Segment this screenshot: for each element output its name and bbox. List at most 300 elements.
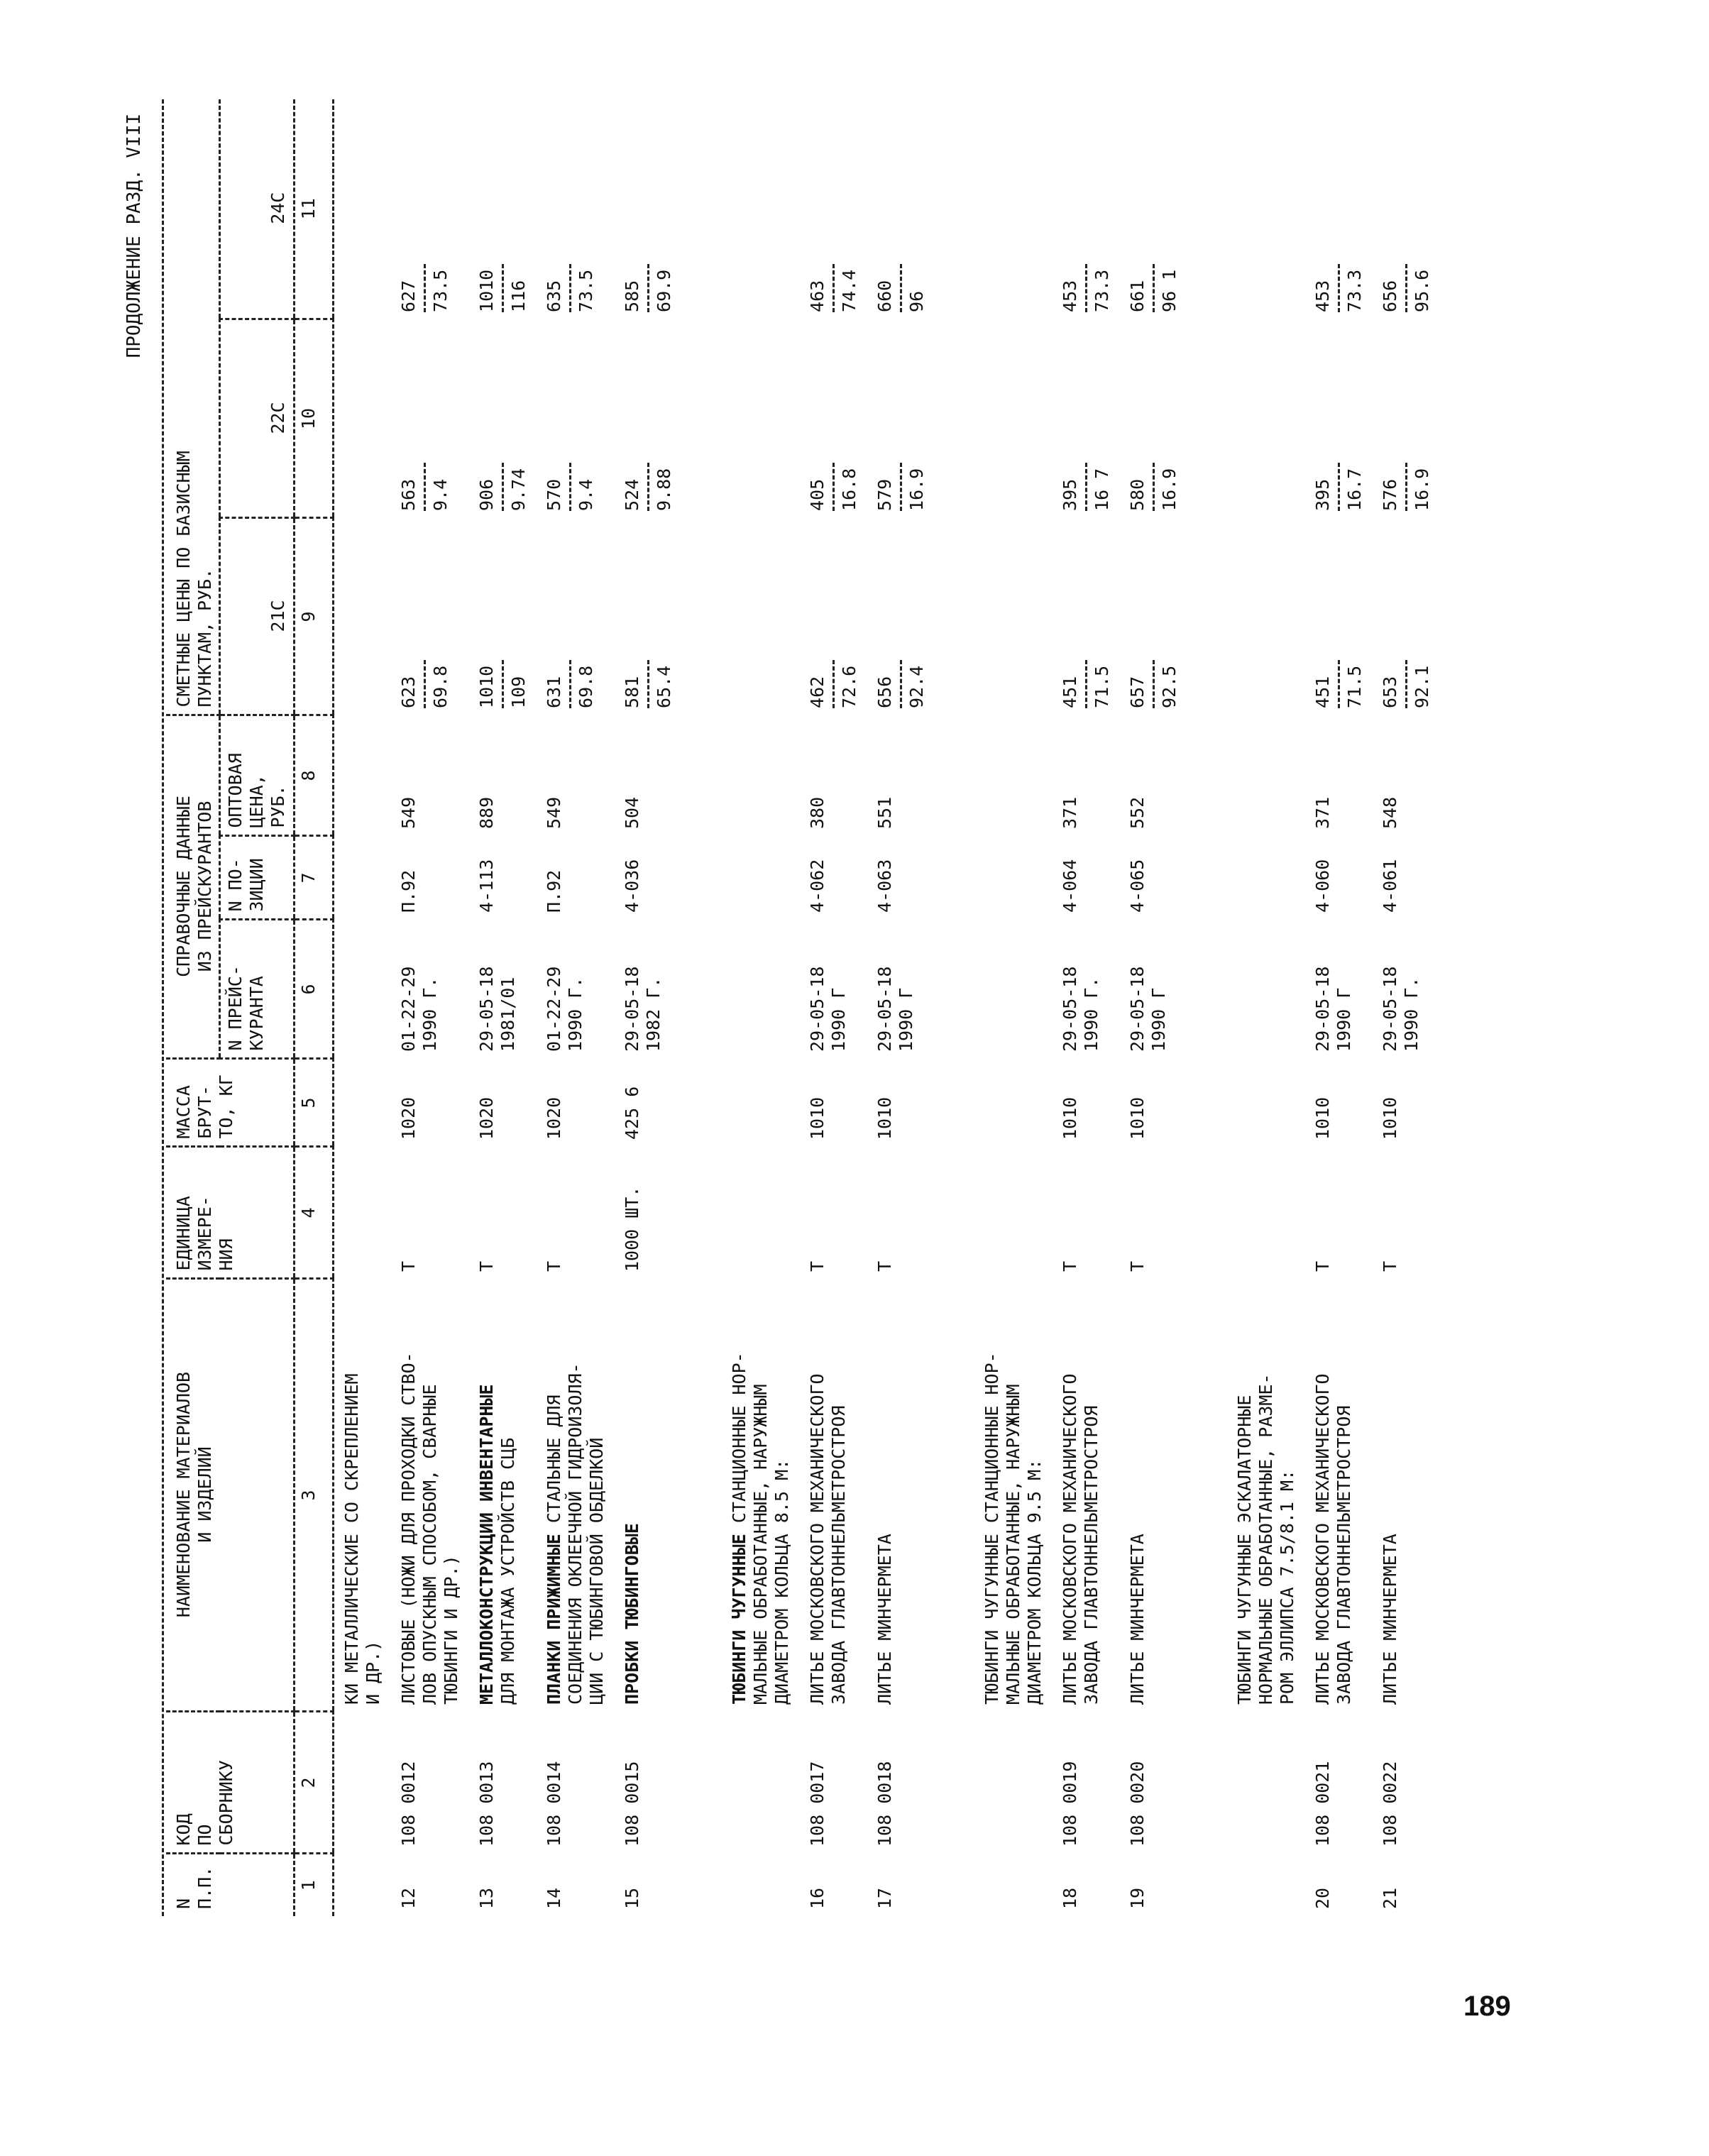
price-value: 453: [1312, 280, 1333, 312]
fraction-bar: [647, 660, 649, 708]
price-value: 524: [622, 478, 642, 511]
price-transport-cost: 73.5: [576, 269, 596, 312]
row-name: [1185, 1279, 1302, 1712]
price-transport-cost: 9.74: [508, 468, 529, 511]
row-name: [864, 1279, 932, 1712]
row-price-p22: [612, 319, 679, 518]
price-value: 451: [1312, 676, 1333, 708]
row-price-p24: [864, 99, 932, 319]
header-group-estimated-prices: СМЕТНЫЕ ЦЕНЫ ПО БАЗИСНЫМ ПУНКТАМ, РУБ.: [173, 451, 215, 708]
row-unit: Т: [874, 1260, 895, 1272]
row-name-text: ЛИТЬЕ МОСКОВСКОГО МЕХАНИЧЕСКОГО ЗАВОДА ГЛАВТОННЕЛЬМЕТРОСТРОЯ: [807, 1373, 849, 1705]
row-unit: 1000 ШТ.: [622, 1186, 642, 1272]
price-transport-cost: 116: [508, 280, 529, 312]
price-fraction: [807, 264, 860, 312]
row-code: [1185, 1712, 1302, 1854]
row-name-bold: ПЛАНКИ ПРИЖИМНЫЕ: [544, 1534, 564, 1705]
row-price-p22: [679, 319, 797, 518]
row-price-p21: [612, 518, 679, 715]
table-row: [388, 99, 466, 1916]
row-code: 108 0020: [1127, 1761, 1148, 1847]
row-mass: [932, 1059, 1050, 1147]
row-code: [932, 1712, 1050, 1854]
row-mass: 1010: [807, 1096, 828, 1140]
row-position: 4-060: [1312, 859, 1333, 913]
row-number: 20: [1312, 1887, 1333, 1909]
row-wholesale: 549: [398, 796, 419, 829]
row-number: 17: [874, 1887, 895, 1909]
row-price-list: [932, 920, 1050, 1059]
fraction-bar: [832, 660, 835, 708]
row-mass: 1020: [476, 1096, 497, 1140]
row-price-p22: [1050, 319, 1117, 518]
price-fraction: [1060, 463, 1113, 511]
column-number-cell: 4: [295, 1147, 334, 1279]
row-wholesale: [1185, 715, 1302, 836]
row-position: 4-063: [874, 859, 895, 913]
price-value: 657: [1127, 676, 1148, 708]
row-code: 108 0022: [1380, 1761, 1400, 1847]
row-unit: Т: [398, 1260, 419, 1272]
table-row: [612, 99, 679, 1916]
price-transport-cost: 72.6: [839, 665, 859, 708]
table-row: [334, 99, 389, 1916]
table-row: [1185, 99, 1302, 1916]
row-unit: Т: [1060, 1260, 1080, 1272]
row-price-p22: [334, 319, 389, 518]
header-col-21c: 21С: [220, 518, 295, 715]
price-transport-cost: 73.3: [1092, 269, 1112, 312]
price-value: 395: [1312, 478, 1333, 511]
row-mass: 1010: [874, 1096, 895, 1140]
header-col-22c: 22С: [220, 319, 295, 518]
row-unit: Т: [476, 1260, 497, 1272]
row-number: 13: [476, 1887, 497, 1909]
row-price-p24: [932, 99, 1050, 319]
row-price-p24: [797, 99, 864, 319]
row-price-p22: [388, 319, 466, 518]
price-fraction: [544, 463, 597, 511]
row-wholesale: [334, 715, 389, 836]
price-fraction: [476, 463, 529, 511]
header-col-unit: ЕДИНИЦА ИЗМЕРЕ- НИЯ: [166, 1147, 295, 1279]
row-price-p22: [864, 319, 932, 518]
row-unit: Т: [1312, 1260, 1333, 1272]
price-value: 623: [398, 676, 419, 708]
price-fraction: [1380, 463, 1433, 511]
price-transport-cost: 16 7: [1092, 468, 1112, 511]
row-price-p22: [1117, 319, 1185, 518]
row-number: 19: [1127, 1887, 1148, 1909]
row-unit: Т: [544, 1260, 564, 1272]
row-mass: [334, 1059, 389, 1147]
fraction-bar: [1153, 660, 1155, 708]
row-number: [932, 1854, 1050, 1916]
row-price-p21: [334, 518, 389, 715]
column-number-cell: 5: [295, 1059, 334, 1147]
table-row: [1050, 99, 1117, 1916]
row-price-p21: [1117, 518, 1185, 715]
fraction-bar: [900, 264, 902, 312]
price-fraction: [1312, 264, 1365, 312]
row-code: 108 0015: [622, 1761, 642, 1847]
row-name: [1370, 1279, 1437, 1712]
row-code: 108 0014: [544, 1761, 564, 1847]
table-row: [534, 99, 612, 1916]
row-price-p24: [1050, 99, 1117, 319]
price-value: 627: [398, 280, 419, 312]
fraction-bar: [424, 463, 426, 511]
price-transport-cost: 9.4: [576, 478, 596, 511]
row-price-p21: [864, 518, 932, 715]
row-wholesale: 552: [1127, 796, 1148, 829]
row-name-text: ТЮБИНГИ ЧУГУННЫЕ СТАНЦИОННЫЕ НОР- МАЛЬНЫЕ ОБРАБОТАННЫЕ, НАРУЖНЫМ ДИАМЕТРОМ КОЛЬЦА 9.5 М:: [982, 1352, 1045, 1705]
row-name-text: СТАЛЬНЫЕ ДЛЯ СОЕДИНЕНИЯ ОКЛЕЕЧНОЙ ГИДРОИЗОЛЯ- ЦИИ С ТЮБИНГОВОЙ ОБДЕЛКОЙ: [544, 1363, 607, 1705]
price-value: 579: [874, 478, 895, 511]
fraction-bar: [1085, 660, 1087, 708]
price-fraction: [1380, 264, 1433, 312]
price-value: 581: [622, 676, 642, 708]
table-row: [1117, 99, 1185, 1916]
row-price-p21: [534, 518, 612, 715]
price-value: 661: [1127, 280, 1148, 312]
column-number-cell: 10: [295, 319, 334, 518]
row-number: 12: [398, 1887, 419, 1909]
row-price-p24: [466, 99, 534, 319]
row-name: [932, 1279, 1050, 1712]
row-position: П.92: [544, 869, 564, 913]
price-value: 453: [1060, 280, 1080, 312]
fraction-bar: [1338, 660, 1340, 708]
price-value: 563: [398, 478, 419, 511]
row-position: [932, 836, 1050, 920]
column-number-cell: 7: [295, 836, 334, 920]
price-value: 635: [544, 280, 564, 312]
row-wholesale: 889: [476, 796, 497, 829]
row-price-p21: [1302, 518, 1370, 715]
row-price-list: 29-05-18 1981/01: [476, 966, 518, 1052]
row-name-text: КИ МЕТАЛЛИЧЕСКИЕ СО СКРЕПЛЕНИЕМ И ДР.): [341, 1373, 383, 1705]
price-fraction: [398, 660, 451, 708]
price-fraction: [1060, 264, 1113, 312]
column-number-cell: 8: [295, 715, 334, 836]
column-numbers-row: [295, 99, 334, 1916]
price-fraction: [1060, 660, 1113, 708]
row-position: 4-036: [622, 859, 642, 913]
row-price-list: [334, 920, 389, 1059]
price-fraction: [398, 264, 451, 312]
row-price-list: [679, 920, 797, 1059]
fraction-bar: [1405, 660, 1407, 708]
row-position: 4-062: [807, 859, 828, 913]
fraction-bar: [900, 660, 902, 708]
row-position: 4-113: [476, 859, 497, 913]
row-unit: Т: [807, 1260, 828, 1272]
row-mass: 1010: [1312, 1096, 1333, 1140]
row-price-list: [1185, 920, 1302, 1059]
row-position: 4-065: [1127, 859, 1148, 913]
header-col-mass: МАССА БРУТ- ТО, КГ: [166, 1059, 295, 1147]
row-code: 108 0012: [398, 1761, 419, 1847]
header-col-position: N ПО- ЗИЦИИ: [220, 836, 295, 920]
fraction-bar: [502, 463, 504, 511]
price-value: 660: [874, 280, 895, 312]
row-price-p24: [334, 99, 389, 319]
row-code: 108 0018: [874, 1761, 895, 1847]
price-value: 906: [476, 478, 497, 511]
row-unit: [1185, 1147, 1302, 1279]
row-unit: Т: [1127, 1260, 1148, 1272]
price-transport-cost: 65.4: [654, 665, 674, 708]
fraction-bar: [424, 264, 426, 312]
price-transport-cost: 96: [906, 290, 927, 312]
price-transport-cost: 109: [508, 676, 529, 708]
price-fraction: [1312, 463, 1365, 511]
row-price-list: 29-05-18 1990 Г.: [1380, 966, 1422, 1052]
price-fraction: [1127, 264, 1180, 312]
row-code: 108 0019: [1060, 1761, 1080, 1847]
column-number-cell: 9: [295, 518, 334, 715]
row-wholesale: 551: [874, 796, 895, 829]
row-name: [466, 1279, 534, 1712]
row-position: [1185, 836, 1302, 920]
row-price-p22: [534, 319, 612, 518]
row-name-text: ЛИСТОВЫЕ (НОЖИ ДЛЯ ПРОХОДКИ СТВО- ЛОВ ОПУСКНЫМ СПОСОБОМ, СВАРНЫЕ ТЮБИНГИ И ДР.): [398, 1352, 461, 1705]
fraction-bar: [1405, 264, 1407, 312]
row-price-p24: [1370, 99, 1437, 319]
running-header: ПРОДОЛЖЕНИЕ РАЗД. VIII: [123, 114, 145, 358]
price-value: 451: [1060, 676, 1080, 708]
row-price-list: 29-05-18 1990 Г: [1312, 966, 1354, 1052]
row-price-p24: [679, 99, 797, 319]
price-transport-cost: 95.6: [1412, 269, 1432, 312]
row-mass: 1020: [544, 1096, 564, 1140]
fraction-bar: [502, 264, 504, 312]
column-number-cell: 1: [295, 1854, 334, 1916]
price-fraction: [544, 660, 597, 708]
row-code: 108 0021: [1312, 1761, 1333, 1847]
row-unit: [932, 1147, 1050, 1279]
rotated-price-table-sheet: [119, 99, 1683, 1916]
row-name-text: ДЛЯ МОНТАЖА УСТРОЙСТВ СЦБ: [498, 1437, 518, 1705]
row-price-p24: [612, 99, 679, 319]
price-transport-cost: 74.4: [839, 269, 859, 312]
fraction-bar: [1338, 264, 1340, 312]
row-price-list: 29-05-18 1982 Г.: [622, 966, 664, 1052]
row-price-list: 29-05-18 1990 Г: [1127, 966, 1169, 1052]
row-price-p24: [1117, 99, 1185, 319]
row-name: [1050, 1279, 1117, 1712]
row-price-list: 29-05-18 1990 Г: [874, 966, 916, 1052]
table-row: [1302, 99, 1370, 1916]
header-col-code: КОД ПО СБОРНИКУ: [166, 1712, 295, 1854]
price-transport-cost: 16.9: [1159, 468, 1180, 511]
row-price-list: 29-05-18 1990 Г: [807, 966, 849, 1052]
price-value: 653: [1380, 676, 1400, 708]
table-row: [466, 99, 534, 1916]
running-header-row: [119, 99, 162, 1916]
price-transport-cost: 16.7: [1344, 468, 1365, 511]
row-mass: 1010: [1060, 1096, 1080, 1140]
price-fraction: [807, 660, 860, 708]
price-fraction: [1380, 660, 1433, 708]
row-number: 18: [1060, 1887, 1080, 1909]
table-body: [334, 99, 1438, 1916]
price-value: 656: [1380, 280, 1400, 312]
row-wholesale: 549: [544, 796, 564, 829]
fraction-bar: [832, 264, 835, 312]
row-wholesale: 371: [1312, 796, 1333, 829]
price-value: 395: [1060, 478, 1080, 511]
price-transport-cost: 71.5: [1092, 665, 1112, 708]
price-fraction: [544, 264, 597, 312]
row-unit: [679, 1147, 797, 1279]
row-position: [679, 836, 797, 920]
price-transport-cost: 69.8: [576, 665, 596, 708]
price-fraction: [1127, 660, 1180, 708]
price-fraction: [874, 264, 928, 312]
price-transport-cost: 69.8: [430, 665, 451, 708]
price-transport-cost: 73.3: [1344, 269, 1365, 312]
row-name-text: ЛИТЬЕ МИНЧЕРМЕТА: [1380, 1534, 1400, 1705]
fraction-bar: [1153, 463, 1155, 511]
header-col-number: N П.П.: [166, 1854, 295, 1916]
column-number-cell: 3: [295, 1279, 334, 1712]
row-position: 4-061: [1380, 859, 1400, 913]
row-mass: 1010: [1380, 1096, 1400, 1140]
price-value: 585: [622, 280, 642, 312]
price-transport-cost: 69.9: [654, 269, 674, 312]
row-price-p22: [1370, 319, 1437, 518]
row-name-bold: ПРОБКИ ТЮБИНГОВЫЕ: [622, 1523, 642, 1705]
row-name-text: ЛИТЬЕ МОСКОВСКОГО МЕХАНИЧЕСКОГО ЗАВОДА ГЛАВТОННЕЛЬМЕТРОСТРОЯ: [1060, 1373, 1101, 1705]
header-col-24c: 24С: [220, 99, 295, 319]
row-wholesale: 548: [1380, 796, 1400, 829]
price-value: 580: [1127, 478, 1148, 511]
row-name: [1117, 1279, 1185, 1712]
column-number-cell: 2: [295, 1712, 334, 1854]
price-fraction: [622, 463, 675, 511]
price-fraction: [874, 660, 928, 708]
price-fraction: [622, 264, 675, 312]
page-number: 189: [1463, 1991, 1511, 2022]
row-name-text: ТЮБИНГИ ЧУГУННЫЕ ЭСКАЛАТОРНЫЕ НОРМАЛЬНЫЕ ОБРАБОТАННЫЕ, РАЗМЕ- РОМ ЭЛЛИПСА 7.5/8.1 М:: [1234, 1373, 1297, 1705]
fraction-bar: [502, 660, 504, 708]
row-price-p21: [932, 518, 1050, 715]
row-price-p21: [1050, 518, 1117, 715]
row-name: [679, 1279, 797, 1712]
price-transport-cost: 9.4: [430, 478, 451, 511]
row-name-bold: ТЮБИНГИ ЧУГУННЫЕ: [729, 1534, 749, 1705]
row-name-text: ЛИТЬЕ МИНЧЕРМЕТА: [874, 1534, 895, 1705]
fraction-bar: [1085, 264, 1087, 312]
row-price-p21: [1370, 518, 1437, 715]
header-col-wholesale: ОПТОВАЯ ЦЕНА, РУБ.: [220, 715, 295, 836]
row-number: [1185, 1854, 1302, 1916]
price-value: 656: [874, 676, 895, 708]
row-position: 4-064: [1060, 859, 1080, 913]
row-price-list: 01-22-29 1990 Г.: [544, 966, 586, 1052]
fraction-bar: [832, 463, 835, 511]
price-value: 405: [807, 478, 828, 511]
fraction-bar: [569, 463, 571, 511]
row-price-p24: [1185, 99, 1302, 319]
column-number-cell: 11: [295, 99, 334, 319]
row-price-p21: [466, 518, 534, 715]
price-transport-cost: 16.9: [906, 468, 927, 511]
row-price-p22: [1185, 319, 1302, 518]
row-number: 15: [622, 1887, 642, 1909]
row-price-p21: [797, 518, 864, 715]
row-name: [388, 1279, 466, 1712]
row-mass: 1010: [1127, 1096, 1148, 1140]
price-transport-cost: 16.8: [839, 468, 859, 511]
price-fraction: [1312, 660, 1365, 708]
price-transport-cost: 96 1: [1159, 269, 1180, 312]
row-mass: 425 6: [622, 1086, 642, 1140]
price-fraction: [874, 463, 928, 511]
row-number: 14: [544, 1887, 564, 1909]
fraction-bar: [1338, 463, 1340, 511]
price-transport-cost: 16.9: [1412, 468, 1432, 511]
row-price-p22: [466, 319, 534, 518]
fraction-bar: [569, 264, 571, 312]
price-fraction: [807, 463, 860, 511]
row-code: [334, 1712, 389, 1854]
table-row: [864, 99, 932, 1916]
row-number: 21: [1380, 1887, 1400, 1909]
row-code: 108 0013: [476, 1761, 497, 1847]
row-price-p24: [534, 99, 612, 319]
row-price-p24: [388, 99, 466, 319]
row-price-p21: [388, 518, 466, 715]
row-price-list: 01-22-29 1990 Г.: [398, 966, 440, 1052]
price-transport-cost: 9.88: [654, 468, 674, 511]
fraction-bar: [1405, 463, 1407, 511]
fraction-bar: [900, 463, 902, 511]
fraction-bar: [647, 463, 649, 511]
row-price-p24: [1302, 99, 1370, 319]
row-mass: 1020: [398, 1096, 419, 1140]
price-value: 631: [544, 676, 564, 708]
row-name-bold: МЕТАЛЛОКОНСТРУКЦИИ ИНВЕНТАРНЫЕ: [476, 1384, 497, 1705]
row-name: [334, 1279, 389, 1712]
price-transport-cost: 71.5: [1344, 665, 1365, 708]
row-wholesale: [679, 715, 797, 836]
row-price-p22: [1302, 319, 1370, 518]
header-col-name: НАИМЕНОВАНИЕ МАТЕРИАЛОВ И ИЗДЕЛИЙ: [166, 1279, 295, 1712]
price-table: [166, 99, 1437, 1916]
header-col-price-list: N ПРЕЙС- КУРАНТА: [220, 920, 295, 1059]
row-number: 16: [807, 1887, 828, 1909]
column-number-cell: 6: [295, 920, 334, 1059]
price-transport-cost: 92.1: [1412, 665, 1432, 708]
row-number: [334, 1854, 389, 1916]
row-name: [1302, 1279, 1370, 1712]
table-row: [1370, 99, 1437, 1916]
row-name-text: ЛИТЬЕ МИНЧЕРМЕТА: [1127, 1534, 1148, 1705]
row-number: [679, 1854, 797, 1916]
row-wholesale: 371: [1060, 796, 1080, 829]
row-name: [534, 1279, 612, 1712]
row-name: [797, 1279, 864, 1712]
table-row: [797, 99, 864, 1916]
price-value: 463: [807, 280, 828, 312]
row-name: [612, 1279, 679, 1712]
fraction-bar: [647, 264, 649, 312]
row-price-list: 29-05-18 1990 Г.: [1060, 966, 1101, 1052]
table-row: [679, 99, 797, 1916]
